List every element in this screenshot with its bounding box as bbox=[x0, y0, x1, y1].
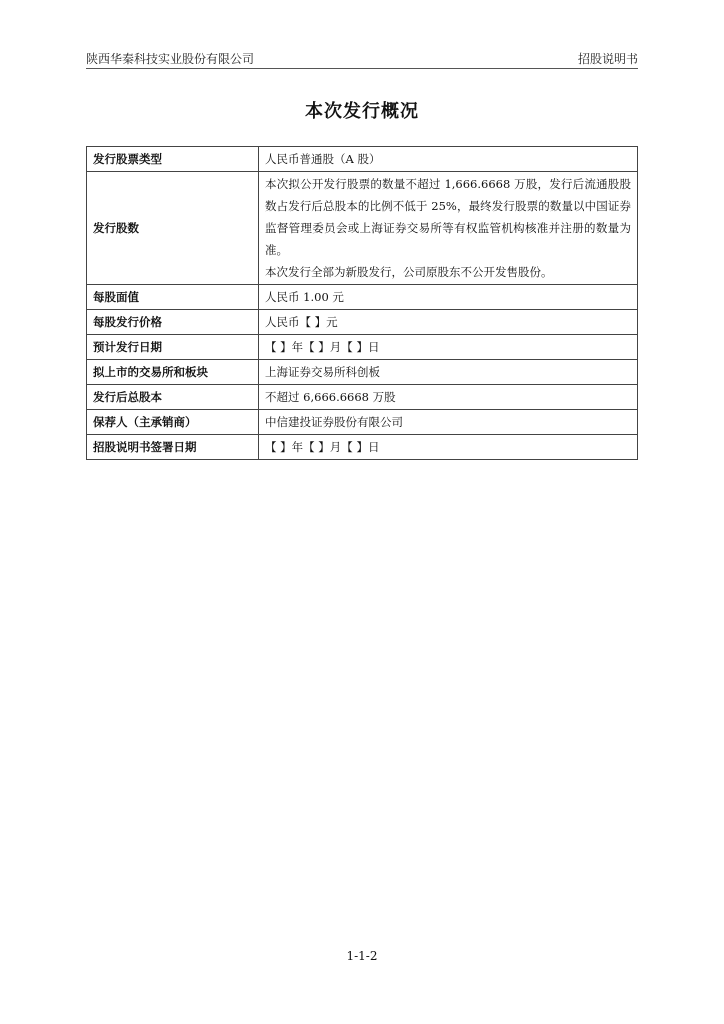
row-label: 每股面值 bbox=[87, 285, 259, 310]
table-row bbox=[87, 285, 638, 310]
row-value: 上海证券交易所科创板 bbox=[259, 360, 638, 385]
table-row bbox=[87, 385, 638, 410]
row-label: 每股发行价格 bbox=[87, 310, 259, 335]
header-divider bbox=[86, 68, 638, 69]
row-value: 中信建投证券股份有限公司 bbox=[259, 410, 638, 435]
row-label: 发行股数 bbox=[87, 172, 259, 285]
row-value: 人民币【 】元 bbox=[259, 310, 638, 335]
share-count-note: 本次发行全部为新股发行，公司原股东不公开发售股份。 bbox=[265, 265, 553, 279]
table-row bbox=[87, 410, 638, 435]
table-row bbox=[87, 335, 638, 360]
row-value bbox=[259, 172, 638, 285]
row-label: 保荐人（主承销商） bbox=[87, 410, 259, 435]
table-row bbox=[87, 435, 638, 460]
row-label: 拟上市的交易所和板块 bbox=[87, 360, 259, 385]
header-company: 陕西华秦科技实业股份有限公司 bbox=[86, 52, 255, 66]
row-label: 发行后总股本 bbox=[87, 385, 259, 410]
row-label: 发行股票类型 bbox=[87, 147, 259, 172]
share-count-paragraph: 本次拟公开发行股票的数量不超过 1,666.6668 万股，发行后流通股股数占发行后总股本的比例不低于 25%，最终发行股票的数量以中国证券监督管理委员会或上海证券交易所等有权监管机构核准并注册的数量为准。 bbox=[265, 177, 631, 257]
row-value: 【 】年【 】月【 】日 bbox=[259, 435, 638, 460]
page-number: 1-1-2 bbox=[346, 949, 378, 963]
table-row bbox=[87, 360, 638, 385]
row-value: 【 】年【 】月【 】日 bbox=[259, 335, 638, 360]
row-value: 人民币普通股（A 股） bbox=[259, 147, 638, 172]
table-row bbox=[87, 172, 638, 285]
table-row bbox=[87, 310, 638, 335]
offering-overview-table bbox=[86, 146, 638, 460]
row-value: 人民币 1.00 元 bbox=[259, 285, 638, 310]
row-label: 预计发行日期 bbox=[87, 335, 259, 360]
row-value: 不超过 6,666.6668 万股 bbox=[259, 385, 638, 410]
row-label: 招股说明书签署日期 bbox=[87, 435, 259, 460]
table-row bbox=[87, 147, 638, 172]
page-title: 本次发行概况 bbox=[305, 101, 419, 122]
header-doc-type: 招股说明书 bbox=[577, 52, 638, 66]
